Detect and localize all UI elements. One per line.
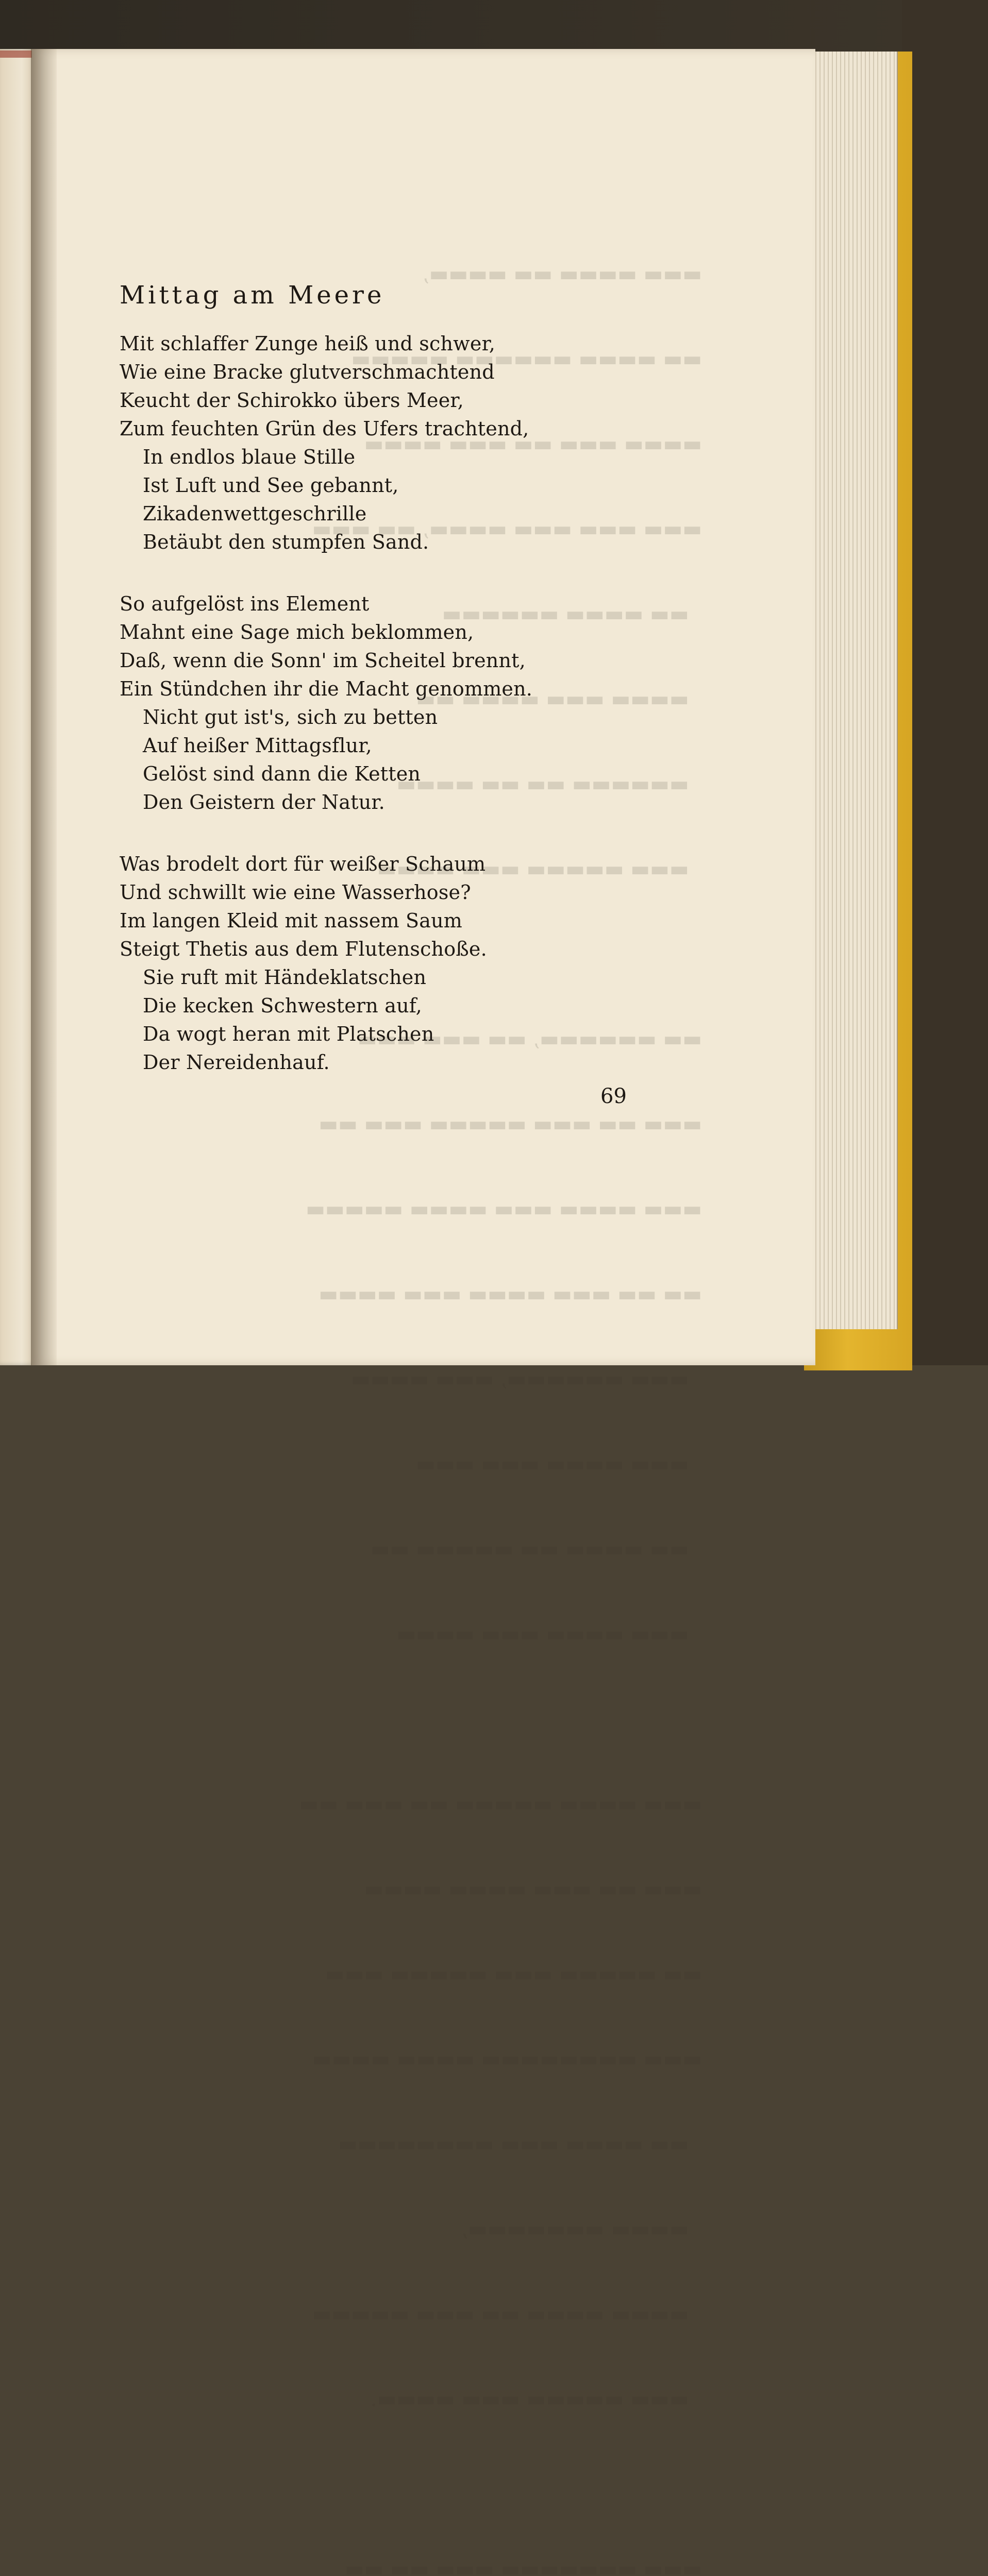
poem-line: Da wogt heran mit Platschen <box>143 1023 434 1045</box>
poem-line: Wie eine Bracke glutverschmachtend <box>120 361 495 383</box>
poem-line: Gelöst sind dann die Ketten <box>143 762 421 785</box>
poem-line: Was brodelt dort für weißer Schaum <box>120 853 486 875</box>
page-number: 69 <box>600 1084 627 1108</box>
poem-line: Auf heißer Mittagsflur, <box>143 734 372 757</box>
poem-line: Mahnt eine Sage mich beklommen, <box>120 621 474 643</box>
poem-line: Betäubt den stumpfen Sand. <box>143 531 429 553</box>
background-dark <box>902 0 988 1365</box>
poem-line: Die kecken Schwestern auf, <box>143 994 422 1017</box>
poem-line: In endlos blaue Stille <box>143 446 356 468</box>
poem-line: Ist Luft und See gebannt, <box>143 474 399 497</box>
poem-line: Steigt Thetis aus dem Flutenschoße. <box>120 938 487 960</box>
poem-line: Ein Stündchen ihr die Macht genommen. <box>120 677 533 700</box>
poem-line: Keucht der Schirokko übers Meer, <box>120 389 464 412</box>
poem-line: Daß, wenn die Sonn' im Scheitel brennt, <box>120 649 526 672</box>
poem-line: Der Nereidenhauf. <box>143 1051 330 1074</box>
bleed-through-text: ▬▬▬ ▬▬▬▬ ▬▬ ▬▬▬▬, ▬▬ ▬▬▬▬ ▬▬▬▬▬▬ ▬▬▬▬▬ ▬▬▬▬ ▬▬▬ ▬▬ ▬▬▬ ▬▬▬▬ ▬▬▬ ▬▬▬ ▬▬▬ ▬▬▬▬, ▬▬ ▬▬▬ ▬▬ ▬▬▬▬ ▬▬▬▬▬▬ ▬▬▬▬ ▬▬▬ ▬▬▬▬ ▬▬ ▬▬▬▬▬▬ ▬▬ ▬▬ ▬▬▬▬ ▬▬▬ ▬▬▬▬▬ ▬▬▬ ▬▬▬▬ ▬▬ ▬▬▬▬▬▬, ▬▬ ▬▬▬ ▬▬▬ ▬▬▬ ▬▬ ▬▬▬ ▬▬▬▬▬ ▬▬▬ ▬▬ ▬▬▬ ▬▬▬▬ ▬▬▬ ▬▬▬▬ ▬▬▬▬▬ ▬▬ ▬▬ ▬▬▬ ▬▬▬▬ ▬▬▬ ▬▬▬▬ ▬▬▬ ▬▬▬▬▬▬, ▬▬▬ ▬▬▬▬ ▬▬▬ ▬▬▬▬ ▬▬▬ ▬▬▬ ▬▬ ▬▬▬▬ ▬▬ ▬▬▬▬▬ ▬▬ ▬▬▬ ▬▬▬▬ ▬▬▬ ▬▬▬▬ ▬▬▬ ▬▬▬▬ ▬▬▬▬▬ ▬▬ ▬▬▬ ▬▬ ▬▬▬ ▬▬ ▬▬▬ ▬▬▬▬ ▬▬▬▬ ▬▬ ▬▬▬▬▬ ▬▬▬ ▬▬▬▬▬ ▬▬▬ ▬▬▬ ▬▬▬▬▬▬▬▬ ▬▬▬▬ ▬▬▬▬ ▬▬ ▬▬▬▬ ▬▬▬ ▬▬▬▬▬▬▬▬ ▬▬▬▬ ▬▬▬▬▬▬▬, ▬▬▬▬ ▬▬▬▬ ▬▬ ▬▬▬ ▬▬▬▬▬ ▬▬▬ ▬▬▬▬▬ ▬▬▬ ▬▬▬▬. ▬▬▬ ▬▬▬▬▬▬▬ ▬▬▬ ▬▬ ▬▬ <box>299 262 702 2576</box>
poem-line: Zum feuchten Grün des Ufers trachtend, <box>120 417 529 440</box>
poem-line: Sie ruft mit Händeklatschen <box>143 966 427 989</box>
page-stack-edges <box>804 52 898 1329</box>
poem-line: Mit schlaffer Zunge heiß und schwer, <box>120 332 496 355</box>
poem-line: Nicht gut ist's, sich zu betten <box>143 706 438 728</box>
poem-title: Mittag am Meere <box>120 281 385 310</box>
poem-line: Zikadenwettgeschrille <box>143 502 367 525</box>
poem-line: So aufgelöst ins Element <box>120 592 370 615</box>
poem-line: Im langen Kleid mit nassem Saum <box>120 909 463 932</box>
poem-line: Und schwillt wie eine Wasserhose? <box>120 881 471 904</box>
gutter-shadow <box>31 49 57 1365</box>
poem-line: Den Geistern der Natur. <box>143 791 385 814</box>
